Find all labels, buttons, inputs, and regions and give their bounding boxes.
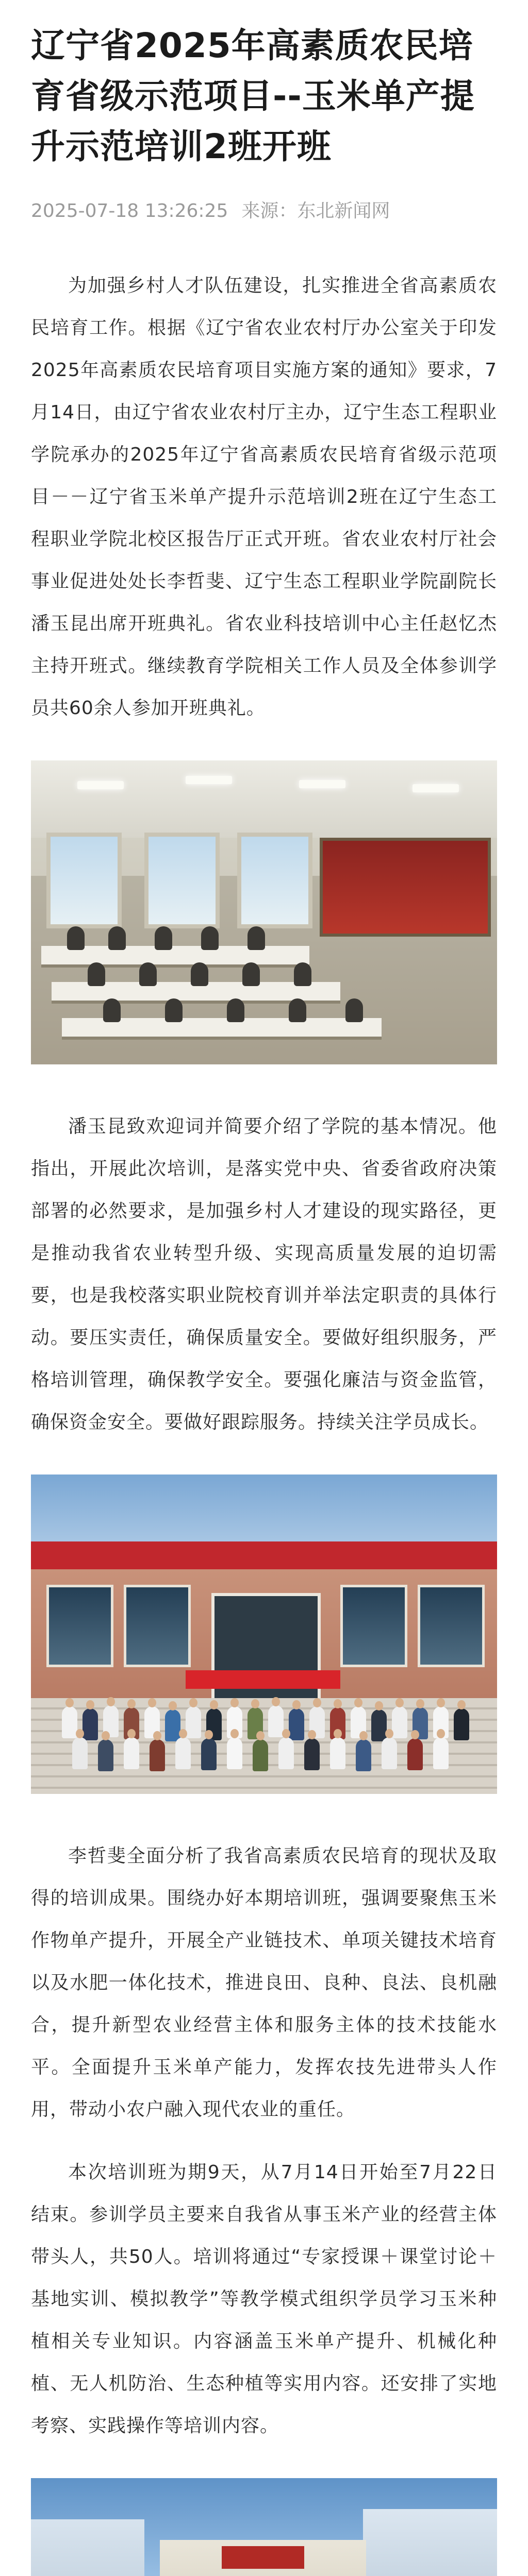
article-meta [31,201,497,222]
paragraph-2: 潘玉昆致欢迎词并简要介绍了学院的基本情况。他指出，开展此次培训，是落实党中央、省委省政府决策部署的必然要求，是加强乡村人才建设的现实路径，更是推动我省农业转型升级、实现高质量发展的迫切需要，也是我校落实职业院校育训并举法定职责的具体行动。要压实责任，确保质量安全。要做好组织服务，严格培训管理，确保教学安全。要强化廉洁与资金监管，确保资金安全。要做好跟踪服务。持续关注学员成长。 [31,1116,497,1433]
publish-date: 2025-07-18 13:26:25 [31,200,228,222]
article [31,0,497,2576]
classroom-photo [31,760,497,1064]
paragraph-1: 为加强乡村人才队伍建设，扎实推进全省高素质农民培育工作。根据《辽宁省农业农村厅办公室关于印发2025年高素质农民培育项目实施方案的通知》要求，7月14日，由辽宁省农业农村厅主办，辽宁生态工程职业学院承办的2025年辽宁省高素质农民培育省级示范项目－－辽宁省玉米单产提升示范培训2班在辽宁生态工程职业学院北校区报告厅正式开班。省农业农村厅社会事业促进处处长李哲斐、辽宁生态工程职业学院副院长潘玉昆出席开班典礼。省农业科技培训中心主任赵忆杰主持开班式。继续教育学院相关工作人员及全体参训学员共60余人参加开班典礼。 [31,275,497,719]
group-photo-building [31,1475,497,1794]
article-body [31,265,497,2576]
article-source: 来源：东北新闻网 [241,200,390,222]
group-photo-outdoor [31,2478,497,2576]
paragraph-4: 本次培训班为期9天，从7月14日开始至7月22日结束。参训学员主要来自我省从事玉米产业的经营主体带头人，共50人。培训将通过“专家授课＋课堂讨论＋基地实训、模拟教学”等教学模式组织学员学习玉米种植相关专业知识。内容涵盖玉米单产提升、机械化种植、无人机防治、生态种植等实用内容。还安排了实地考察、实践操作等培训内容。 [31,2162,497,2436]
article-title: 辽宁省2025年高素质农民培育省级示范项目--玉米单产提升示范培训2班开班 [31,26,475,166]
paragraph-3: 李哲斐全面分析了我省高素质农民培育的现状及取得的培训成果。围绕办好本期培训班，强调要聚焦玉米作物单产提升，开展全产业链技术、单项关键技术培育以及水肥一体化技术，推进良田、良种、良法、良机融合，提升新型农业经营主体和服务主体的技术技能水平。全面提升玉米单产能力，发挥农技先进带头人作用，带动小农户融入现代农业的重任。 [31,1845,497,2120]
